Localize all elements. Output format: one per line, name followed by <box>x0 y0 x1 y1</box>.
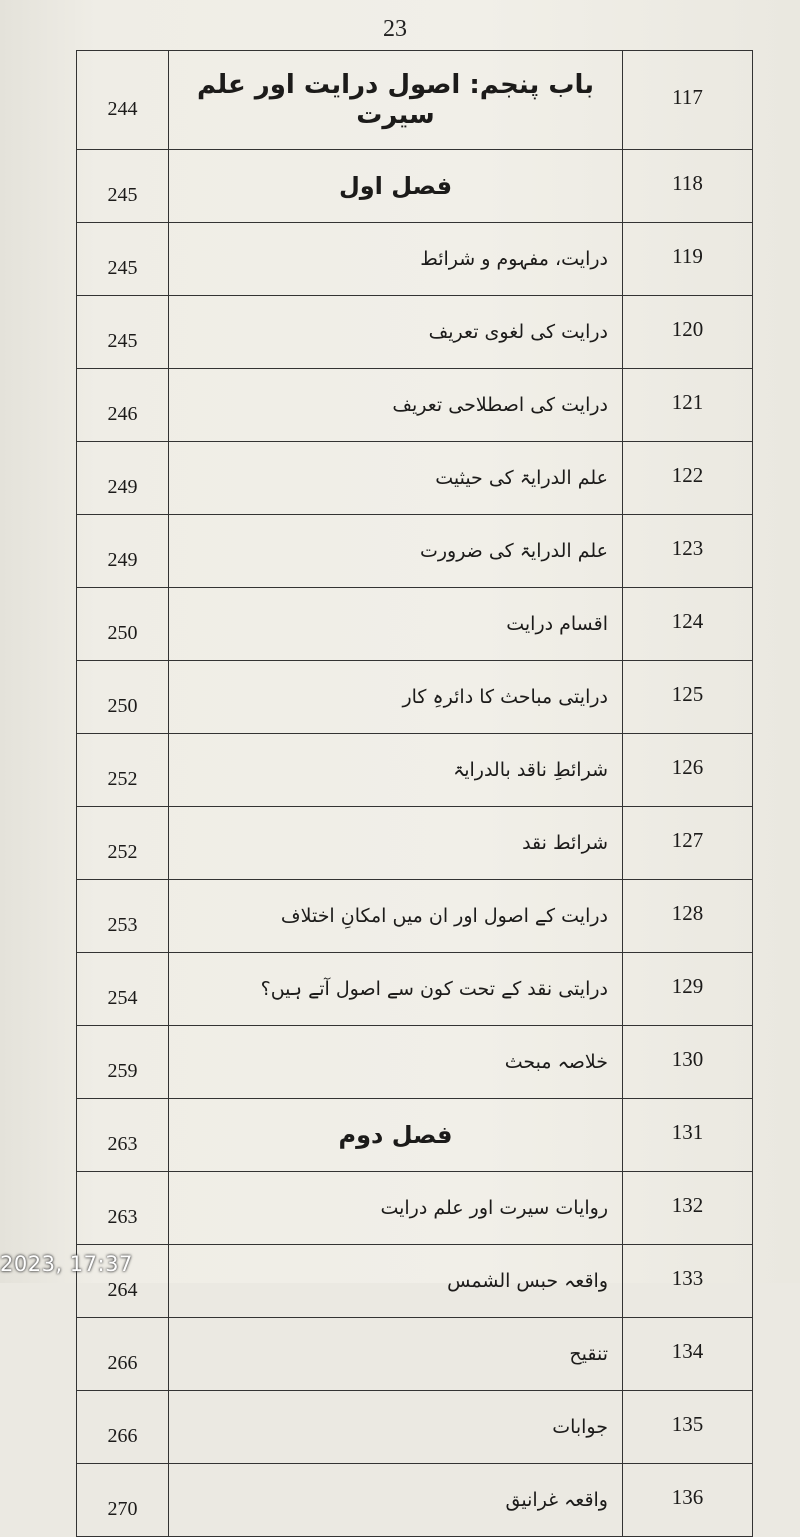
entry-number: 135 <box>623 1391 753 1464</box>
page-ref: 266 <box>77 1391 169 1464</box>
page-ref: 270 <box>77 1464 169 1537</box>
toc-body <box>77 51 753 1537</box>
entry-number: 121 <box>623 369 753 442</box>
entry-number: 136 <box>623 1464 753 1537</box>
entry-title: درایت کے اصول اور ان میں امکانِ اختلاف <box>169 880 623 953</box>
table-of-contents <box>76 50 753 1537</box>
table-row <box>77 150 753 223</box>
entry-number: 133 <box>623 1245 753 1318</box>
entry-title: خلاصہ مبحث <box>169 1026 623 1099</box>
page-ref: 252 <box>77 807 169 880</box>
page-ref: 250 <box>77 588 169 661</box>
table-row <box>77 51 753 150</box>
entry-number: 124 <box>623 588 753 661</box>
table-row <box>77 1391 753 1464</box>
table-row <box>77 515 753 588</box>
entry-title: درایتی نقد کے تحت کون سے اصول آتے ہیں؟ <box>169 953 623 1026</box>
entry-title: درایت کی اصطلاحی تعریف <box>169 369 623 442</box>
entry-title: اقسام درایت <box>169 588 623 661</box>
table-row <box>77 734 753 807</box>
table-row <box>77 1318 753 1391</box>
table-row <box>77 1245 753 1318</box>
entry-number: 130 <box>623 1026 753 1099</box>
entry-number: 129 <box>623 953 753 1026</box>
page-ref: 264 <box>77 1245 169 1318</box>
entry-title: درایت، مفہوم و شرائط <box>169 223 623 296</box>
table-row <box>77 1099 753 1172</box>
entry-number: 118 <box>623 150 753 223</box>
table-row <box>77 223 753 296</box>
entry-number: 126 <box>623 734 753 807</box>
entry-number: 119 <box>623 223 753 296</box>
entry-title: شرائط نقد <box>169 807 623 880</box>
entry-number: 125 <box>623 661 753 734</box>
photo-timestamp: 2023, 17:37 <box>0 1252 133 1276</box>
entry-title: درایتی مباحث کا دائرہِ کار <box>169 661 623 734</box>
entry-title: فصل دوم <box>169 1099 623 1172</box>
entry-number: 123 <box>623 515 753 588</box>
page-ref: 259 <box>77 1026 169 1099</box>
table-row <box>77 661 753 734</box>
page-ref: 266 <box>77 1318 169 1391</box>
page-ref: 245 <box>77 150 169 223</box>
entry-title: واقعہ حبس الشمس <box>169 1245 623 1318</box>
page-ref: 244 <box>77 51 169 150</box>
table-row <box>77 369 753 442</box>
entry-title: جوابات <box>169 1391 623 1464</box>
entry-title: علم الدرایۃ کی ضرورت <box>169 515 623 588</box>
entry-title: روایات سیرت اور علم درایت <box>169 1172 623 1245</box>
table-row <box>77 1464 753 1537</box>
table-row <box>77 807 753 880</box>
entry-title: باب پنجم: اصول درایت اور علم سیرت <box>169 51 623 150</box>
table-row <box>77 953 753 1026</box>
entry-title: درایت کی لغوی تعریف <box>169 296 623 369</box>
entry-number: 134 <box>623 1318 753 1391</box>
page-number: 23 <box>383 16 407 42</box>
entry-title: علم الدرایۃ کی حیثیت <box>169 442 623 515</box>
entry-title: فصل اول <box>169 150 623 223</box>
entry-number: 132 <box>623 1172 753 1245</box>
entry-number: 117 <box>623 51 753 150</box>
page-ref: 263 <box>77 1099 169 1172</box>
page-ref: 245 <box>77 223 169 296</box>
page-ref: 245 <box>77 296 169 369</box>
entry-title: شرائطِ ناقد بالدرایۃ <box>169 734 623 807</box>
table-row <box>77 296 753 369</box>
entry-title: واقعہ غرانیق <box>169 1464 623 1537</box>
page-ref: 253 <box>77 880 169 953</box>
table-row <box>77 1172 753 1245</box>
page-ref: 252 <box>77 734 169 807</box>
table-row <box>77 1026 753 1099</box>
entry-number: 120 <box>623 296 753 369</box>
table-row <box>77 880 753 953</box>
page-ref: 254 <box>77 953 169 1026</box>
table-row <box>77 588 753 661</box>
entry-number: 128 <box>623 880 753 953</box>
entry-title: تنقیح <box>169 1318 623 1391</box>
page-ref: 249 <box>77 515 169 588</box>
table-row <box>77 442 753 515</box>
entry-number: 122 <box>623 442 753 515</box>
entry-number: 127 <box>623 807 753 880</box>
page-ref: 250 <box>77 661 169 734</box>
page-ref: 249 <box>77 442 169 515</box>
entry-number: 131 <box>623 1099 753 1172</box>
page-ref: 263 <box>77 1172 169 1245</box>
page-ref: 246 <box>77 369 169 442</box>
